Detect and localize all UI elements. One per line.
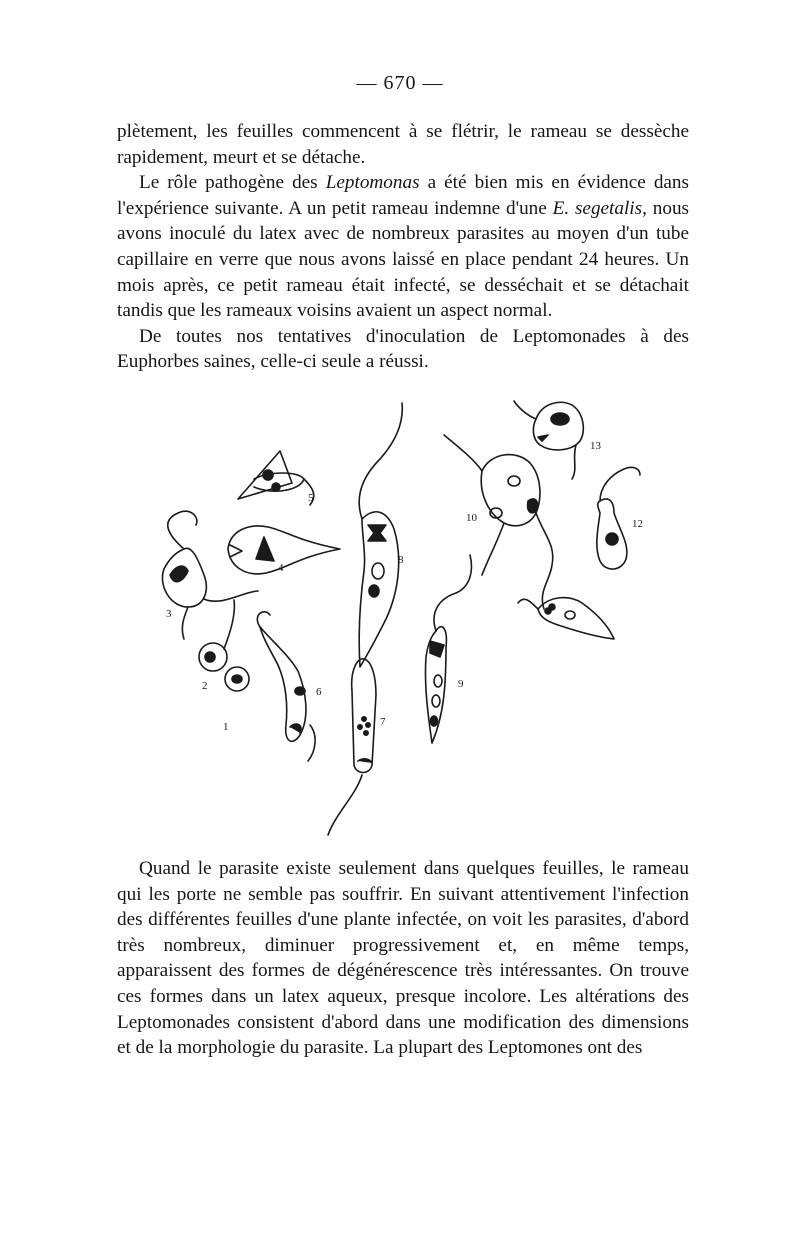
- parasite-form-1: [223, 667, 249, 733]
- parasite-form-3: [162, 511, 258, 639]
- figure-label-2: 2: [202, 680, 208, 692]
- figure-label-10: 10: [466, 512, 477, 524]
- parasite-drawings: [140, 395, 670, 845]
- paragraph: [117, 119, 689, 170]
- figure-label-5: 5: [308, 492, 314, 504]
- italic-text: Leptomonas: [325, 172, 420, 194]
- text-run: Le rôle pathogène des: [139, 172, 326, 194]
- paragraph: [117, 856, 689, 1061]
- paragraph: [117, 324, 689, 375]
- parasite-form-5: [238, 451, 314, 505]
- figure-label-9: 9: [458, 678, 464, 690]
- text-run: , nous avons inoculé du latex avec de nombreux parasites au moyen d'un tube capillaire en verre que nous avons laissé en place pendant 24 heures. Un mois après, ce petit rameau était infecté, se desséchait et se détachait tandis que les rameaux voisins avaient un aspect normal.: [117, 197, 690, 322]
- parasite-form-13: [514, 401, 602, 479]
- paragraph: [117, 170, 689, 324]
- italic-text: E. segetalis: [552, 197, 643, 219]
- parasite-form-6: [257, 612, 322, 761]
- parasite-form-8: [359, 403, 404, 667]
- parasite-form-10: [444, 435, 553, 609]
- figure-parasites: [140, 395, 670, 845]
- figure-label-8: 8: [398, 554, 404, 566]
- parasite-form-9: [425, 555, 471, 743]
- parasite-form-unlabeled: [518, 598, 614, 639]
- figure-label-13: 13: [590, 440, 601, 452]
- text-run: plètement, les feuilles commencent à se flétrir, le rameau se dessèche rapidement, meurt et se détache.: [117, 121, 689, 168]
- text-block-bottom: [117, 856, 689, 1061]
- text-run: a été bien mis en évidence dans l'expérience suivante. A un petit rameau indemne d'une: [117, 172, 689, 219]
- parasite-form-12: [597, 467, 643, 569]
- text-run: De toutes nos tentatives d'inoculation de Leptomonades à des Euphorbes saines, celle-ci seule a réussi.: [117, 325, 689, 373]
- parasite-form-2: [199, 600, 234, 692]
- figure-label-6: 6: [316, 686, 322, 698]
- page-number: — 670 —: [356, 72, 444, 94]
- figure-label-1: 1: [223, 721, 229, 733]
- figure-label-12: 12: [632, 518, 643, 530]
- text-run: Quand le parasite existe seulement dans quelques feuilles, le rameau qui les porte ne semble pas souffrir. En suivant attentivement l'infection des différentes feuilles d'une plante infectée, on voit les parasites, d'abord très nombreux, diminuer progressivement et, en même temps, apparaissent des formes de dégénérescence très intéressantes. On trouve ces formes dans un latex aqueux, presque incolore. Les altérations des Leptomonades consistent d'abord dans une modification des dimensions et de la morphologie du parasite. La plupart des Leptomones ont des: [117, 858, 689, 1059]
- parasite-form-7: [328, 659, 386, 835]
- figure-label-4: 4: [278, 562, 284, 574]
- figure-label-3: 3: [166, 608, 172, 620]
- parasite-form-4: [228, 526, 340, 574]
- figure-label-7: 7: [380, 716, 386, 728]
- text-block-top: [117, 119, 689, 375]
